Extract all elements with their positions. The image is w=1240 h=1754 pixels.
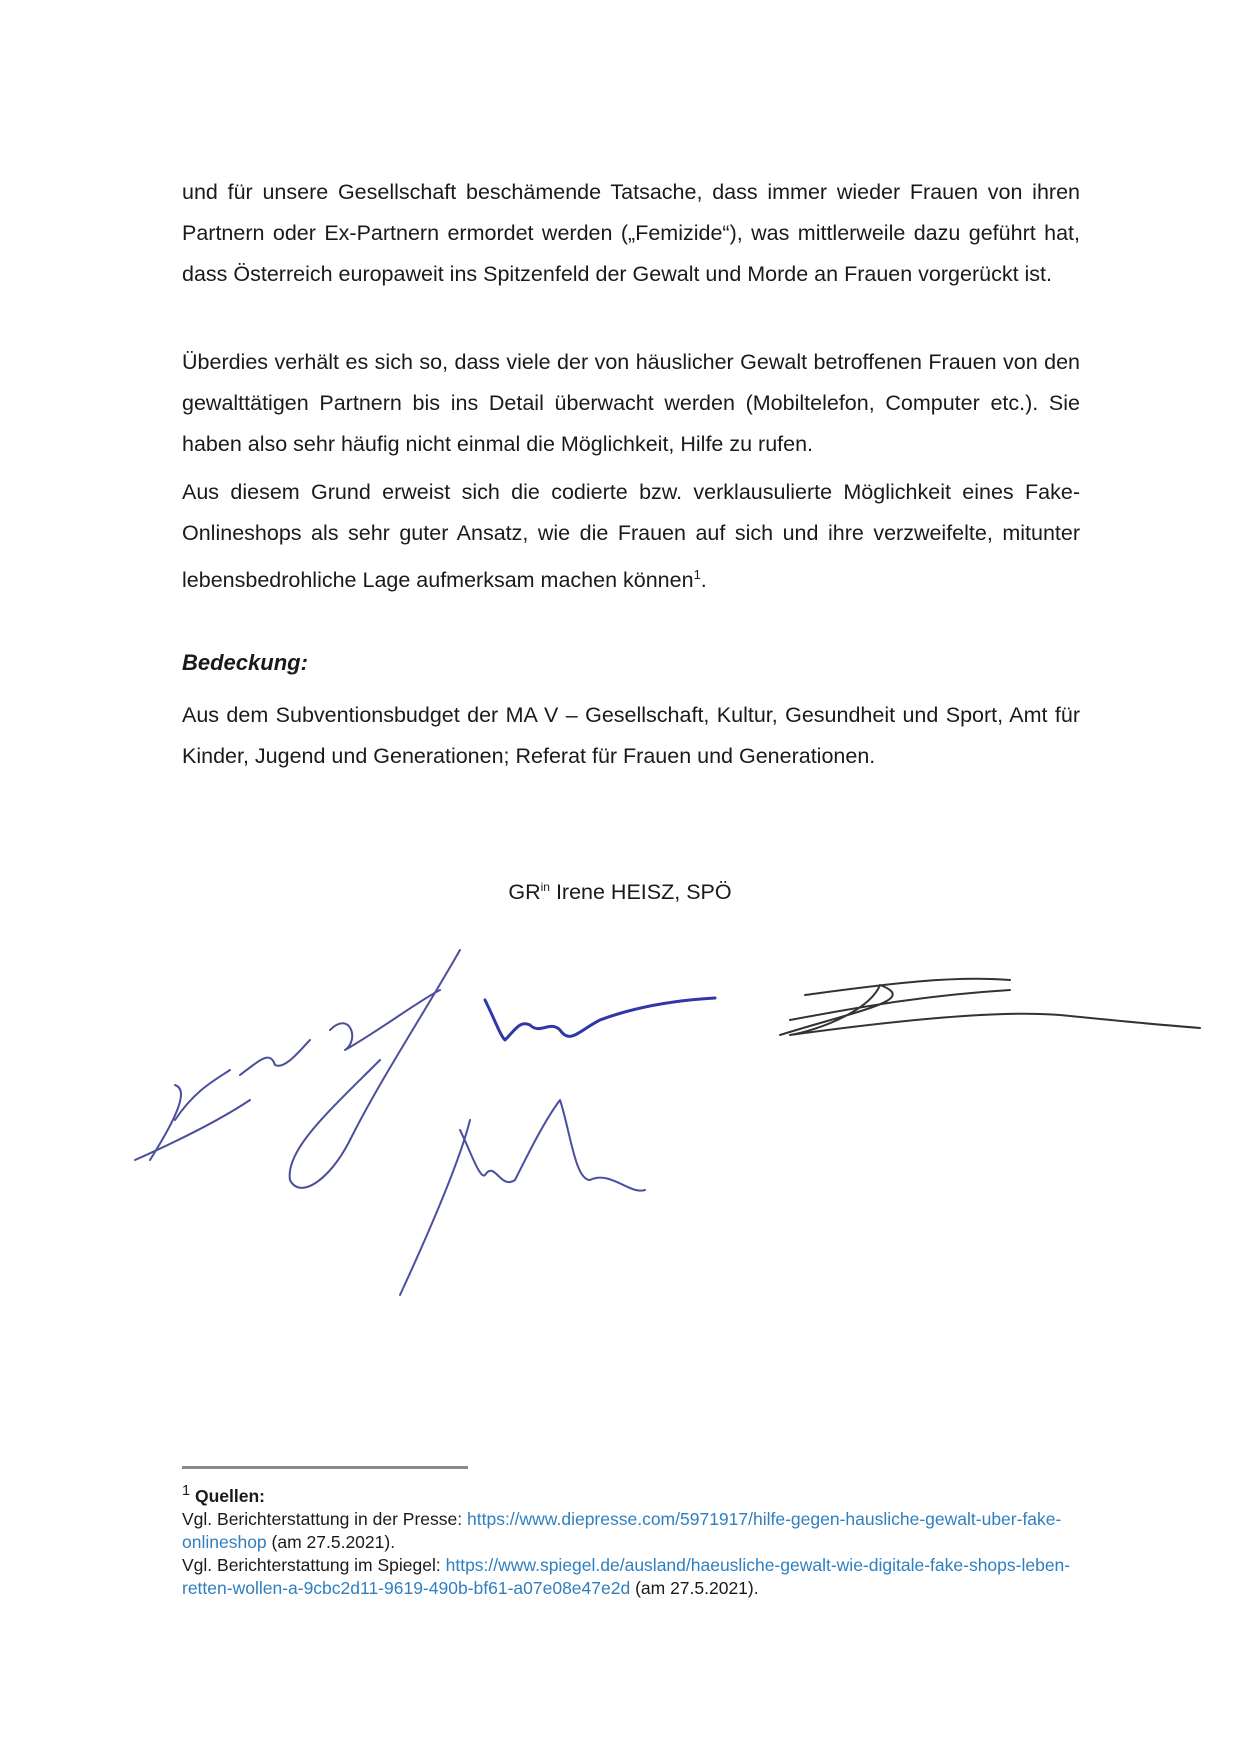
- coverage-text: Aus dem Subventionsbudget der MA V – Gesellschaft, Kultur, Gesundheit und Sport, Amt für Kinder, Jugend und Generationen; Referat für Frauen und Generationen.: [182, 703, 1080, 768]
- signatory-title: GR: [508, 880, 541, 905]
- paragraph-surveillance: Überdies verhält es sich so, dass viele der von häuslicher Gewalt betroffenen Frauen von den gewalttätigen Partnern bis ins Detail überwacht werden (Mobiltelefon, Computer etc.). Sie haben also sehr häufig nicht einmal die Möglichkeit, Hilfe zu rufen.: [182, 350, 1080, 456]
- source-2-label: Vgl. Berichterstattung im Spiegel:: [182, 1554, 446, 1575]
- footnote-number: 1: [182, 1483, 191, 1499]
- source-1-date: (am 27.5.2021).: [266, 1531, 396, 1552]
- footnote-reference[interactable]: 1: [693, 567, 701, 582]
- footnote-heading: Quellen:: [194, 1485, 265, 1506]
- signatory-fullname: Irene HEISZ, SPÖ: [549, 880, 732, 905]
- paragraph-femicide: und für unsere Gesellschaft beschämende Tatsache, dass immer wieder Frauen von ihren Partnern oder Ex-Partnern ermordet werden („Femizide“), was mittlerweile dazu geführt hat, dass Österreich europaweit ins Spitzenfeld der Gewalt und Morde an Frauen vorgerückt ist.: [182, 180, 1080, 286]
- signature-2: [485, 998, 715, 1040]
- signature-3: [400, 1100, 645, 1295]
- source-1-link[interactable]: https://www.diepresse.com/5971917/hilfe-gegen-hausliche-gewalt-uber-fake-onlineshop: [182, 1508, 1062, 1552]
- footnote-separator: [182, 1466, 468, 1469]
- source-2-link[interactable]: https://www.spiegel.de/ausland/haeusliche-gewalt-wie-digitale-fake-shops-leben-retten-wollen-a-9cbc2d11-9619-490b-bf61-a07e08e47e2d: [182, 1554, 1071, 1598]
- source-1-label: Vgl. Berichterstattung in der Presse:: [182, 1508, 467, 1529]
- paragraph-fake-shop-text: Aus diesem Grund erweist sich die codierte bzw. verklausulierte Möglichkeit eines Fake-Onlineshops als sehr guter Ansatz, wie die Frauen auf sich und ihre verzweifelte, mitunter lebensbedrohliche Lage aufmerksam machen können: [182, 480, 1080, 593]
- signature-4: [780, 979, 1200, 1035]
- signature-1: [135, 950, 460, 1188]
- period: .: [700, 568, 707, 593]
- footnote: [182, 1480, 1082, 1600]
- coverage-heading: Bedeckung:: [182, 650, 308, 675]
- source-2-date: (am 27.5.2021).: [630, 1577, 759, 1598]
- signatory-title-suffix: in: [540, 880, 550, 894]
